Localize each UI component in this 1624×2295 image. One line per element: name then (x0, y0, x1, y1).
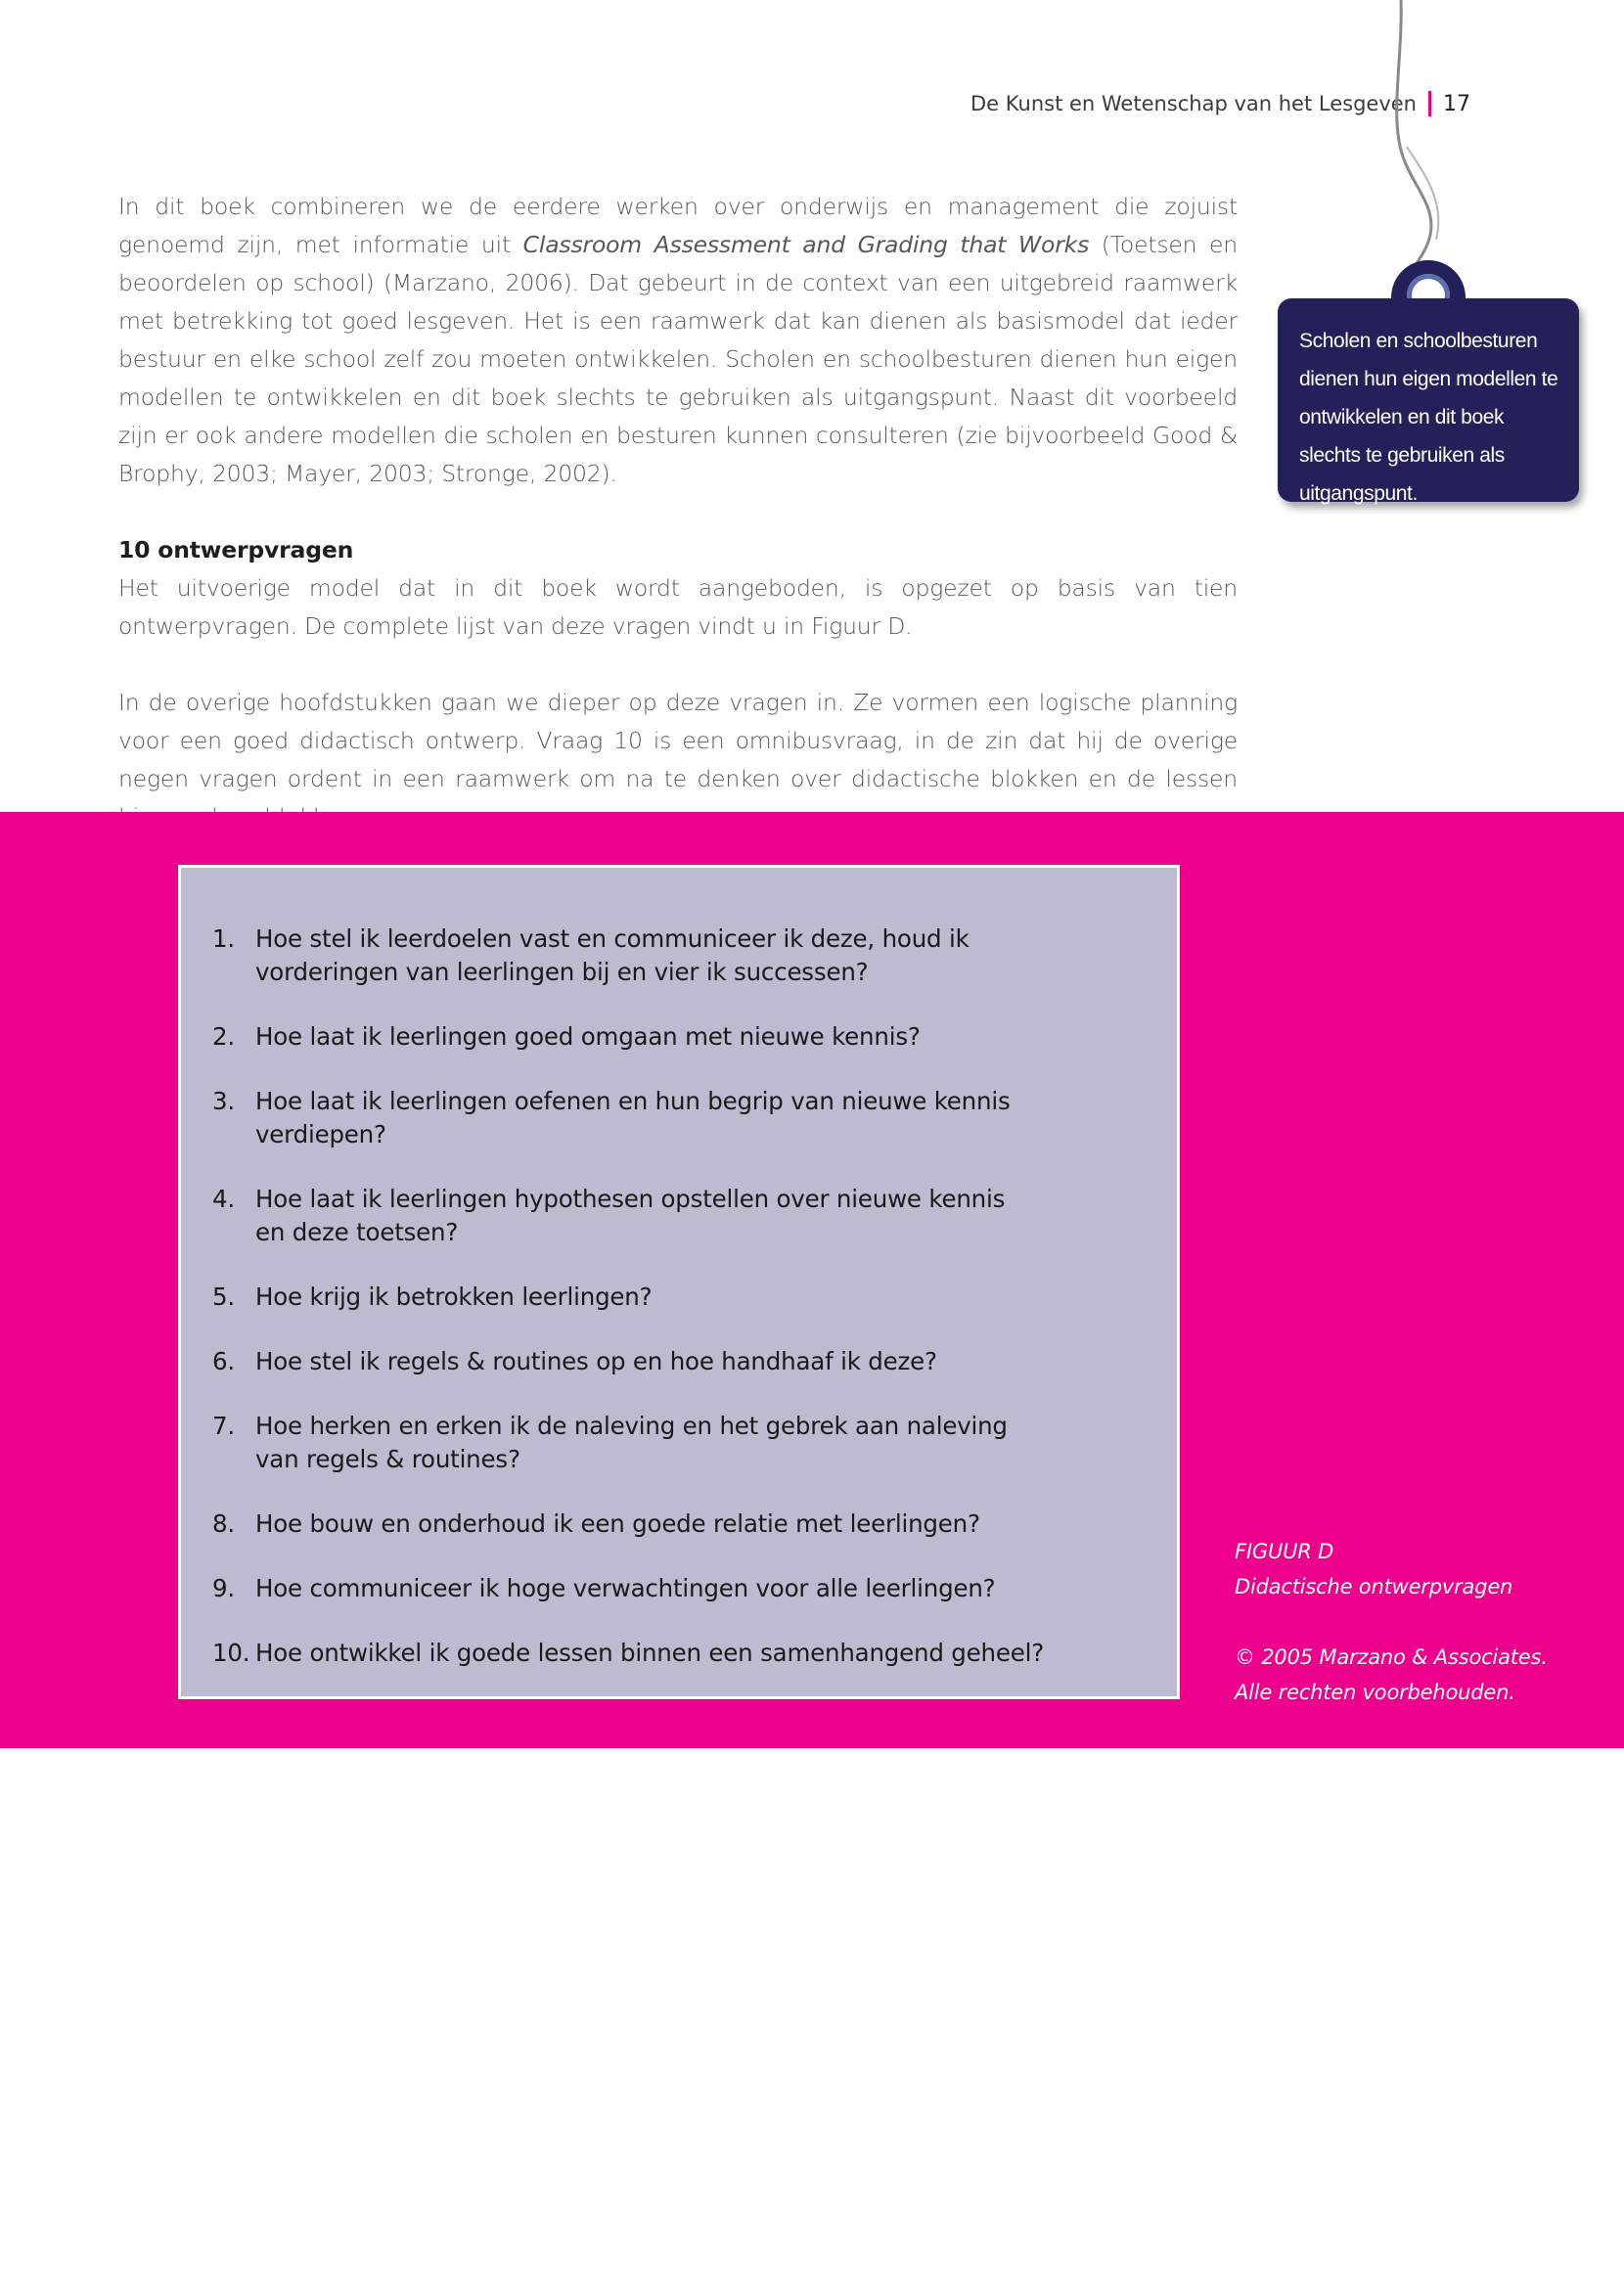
list-item: 3. Hoe laat ik leerlingen oefenen en hun begrip van nieuwe kennis verdiepen? (212, 1087, 1011, 1148)
list-item: 7. Hoe herken en erken ik de naleving en het gebrek aan naleving van regels & routines? (212, 1412, 1008, 1473)
list-item: 8. Hoe bouw en onderhoud ik een goede relatie met leerlingen? (212, 1509, 980, 1538)
list-item: 4. Hoe laat ik leerlingen hypothesen opstellen over nieuwe kennis en deze toetsen? (212, 1185, 1006, 1246)
figure-copyright: © 2005 Marzano & Associates. (1235, 1645, 1548, 1669)
page-number: 17 (1443, 91, 1470, 116)
section-paragraph-1: Het uitvoerige model dat in dit boek wordt aangeboden, is opgezet op basis van tien ontwerpvragen. De complete lijst van deze vragen vindt u in Figuur D. (118, 574, 1238, 640)
list-item: 9. Hoe communiceer ik hoge verwachtingen voor alle leerlingen? (212, 1574, 996, 1602)
section-heading: 10 ontwerpvragen (118, 536, 354, 563)
body-text (118, 188, 1238, 836)
list-item: 5. Hoe krijg ik betrokken leerlingen? (212, 1282, 653, 1311)
list-item: 2. Hoe laat ik leerlingen goed omgaan met nieuwe kennis? (212, 1022, 921, 1051)
section-paragraph-2: In de overige hoofdstukken gaan we dieper op deze vragen in. Ze vormen een logische planning voor een goed didactisch ontwerp. Vraag 10 is een omnibusvraag, in de zin dat hij de overige negen vragen ordent in een raamwerk om na te denken over didactische blokken en de lessen (118, 689, 1238, 792)
pull-quote-callout (1278, 298, 1579, 505)
book-title: Classroom Assessment and Grading that Works (522, 231, 1090, 258)
question-list (212, 922, 1151, 1701)
running-title: De Kunst en Wetenschap van het Lesgeven (970, 92, 1417, 115)
list-item: 6. Hoe stel ik regels & routines op en hoe handhaaf ik deze? (212, 1347, 937, 1375)
intro-paragraph: In dit boek combineren we de eerdere werken over onderwijs en management die zojuist genoemd zijn, met informatie uit Classroom Assessment and Grading that Works (Toetsen en beoordelen op school) (Marzano, 2006). Dat gebeurt in de context van een uitgebreid raamwerk met betrekking tot goed lesgeven. Het is een raamwerk dat kan dienen als basismodel dat ieder bestuur en elke school zelf zou moeten ontwikkelen. Scholen en schoolbesturen dienen hun eigen modellen te ontwikkelen en dit boek slechts te gebruiken als uitgangspunt. Naast dit voorbeeld zijn er ook andere modellen die scholen en besturen kunnen consulteren (zie bijvoorbeeld Good & Brophy, 2003; Mayer, 2003; Stronge, 2002). (118, 193, 1238, 487)
hanging-string (1350, 0, 1467, 293)
figure-rights: Alle rechten voorbehouden. (1235, 1681, 1515, 1704)
question-box (178, 865, 1180, 1699)
figure-caption (1235, 1534, 1567, 1710)
figure-label: FIGUUR D (1235, 1540, 1334, 1563)
list-item: 1. Hoe stel ik leerdoelen vast en communiceer ik deze, houd ik vorderingen van leerlingen bij en vier ik successen? (212, 924, 970, 986)
list-item: 10. Hoe ontwikkel ik goede lessen binnen een samenhangend geheel? (212, 1639, 1045, 1667)
figure-title: Didactische ontwerpvragen (1235, 1575, 1513, 1598)
callout-text: Scholen en schoolbesturen dienen hun eigen modellen te ontwikkelen en dit boek slechts te gebruiken als uitgangspunt. (1299, 330, 1558, 505)
